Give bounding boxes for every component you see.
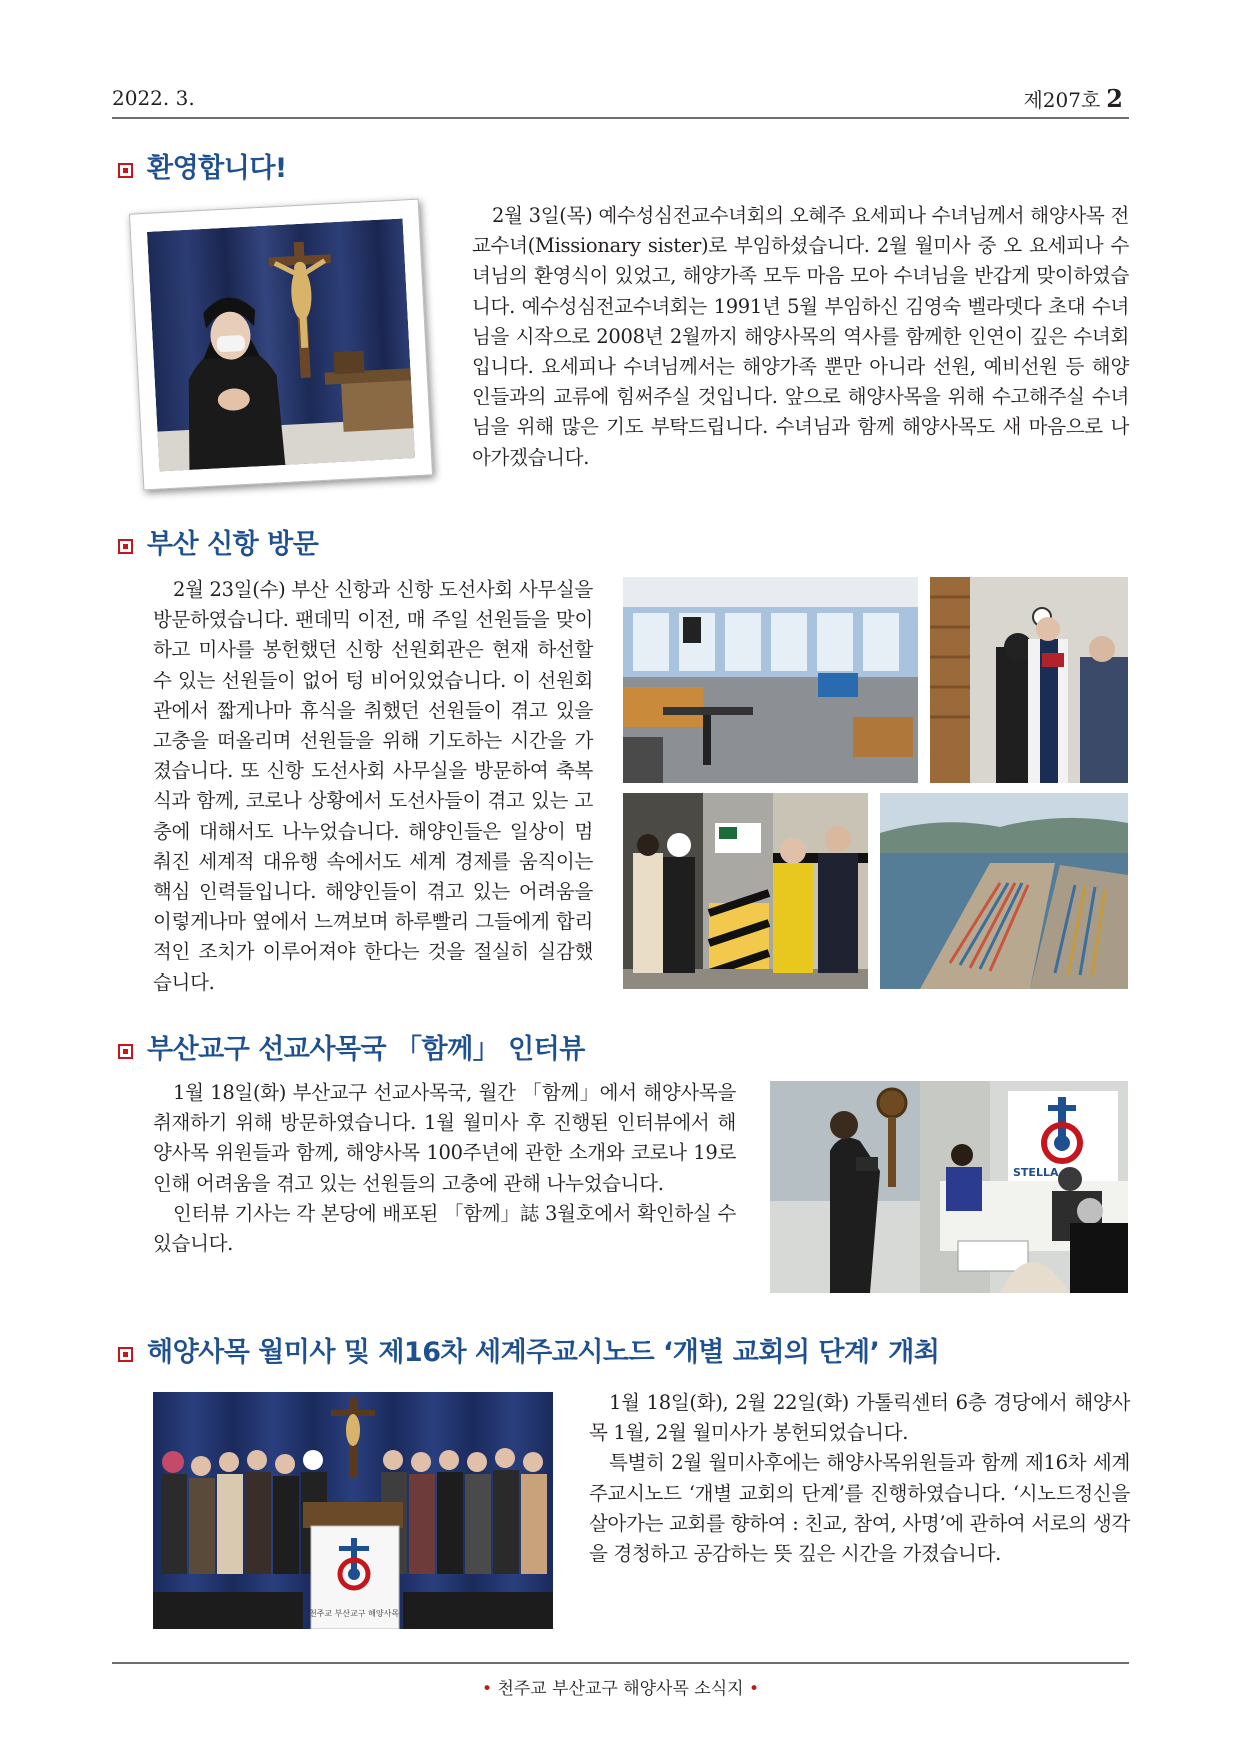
issue-date: 2022. 3. (112, 86, 195, 110)
section-title-busan-newport (118, 522, 318, 561)
flag-text: STELLA (1013, 1166, 1059, 1179)
footer-bullet-icon: • (482, 1679, 493, 1699)
monthly-mass-group-image (153, 1392, 553, 1629)
section-title-text: 부산교구 선교사목국 「함께」 인터뷰 (147, 1034, 585, 1065)
welcome-photo-frame (129, 199, 433, 491)
section-body-busan-newport (153, 575, 593, 998)
section-title-text: 해양사목 월미사 및 제16차 세계주교시노드 ‘개별 교회의 단계’ 개최 (147, 1337, 940, 1368)
section-title-monthly-mass-synod (118, 1330, 939, 1369)
section-body-monthly-mass-synod (589, 1388, 1130, 1569)
welcome-photo-image (147, 218, 415, 471)
seafarers-center-photo (623, 577, 918, 783)
blessing-ceremony-image (930, 577, 1128, 783)
footer-text: 천주교 부산교구 해양사목 소식지 (497, 1679, 744, 1699)
issue-number: 제207호 (1023, 88, 1101, 112)
blessing-ceremony-photo (930, 577, 1128, 783)
section-title-text: 환영합니다! (147, 153, 287, 184)
monthly-mass-group-photo (153, 1392, 553, 1629)
paragraph: 특별히 2월 월미사후에는 해양사목위원들과 함께 제16차 세계주교시노드 ‘개별 교회의 단계’를 진행하였습니다. ‘시노드정신을 살아가는 교회를 향하여 : 친교, 참여, 사명’에 관하여 서로의 생각을 경청하고 공감하는 뜻 깊은 시간을 가졌습니다. (589, 1451, 1130, 1566)
busan-newport-aerial-image (880, 793, 1128, 989)
paragraph: 2월 23일(수) 부산 신항과 신항 도선사회 사무실을 방문하였습니다. 팬데믹 이전, 매 주일 선원들을 맞이하고 미사를 봉헌했던 신항 선원회관은 현재 하선할 수 있는 선원들이 없어 텅 비어있었습니다. 이 선원회관에서 짧게나마 휴식을 취했던 선원들이 겪고 있을 고충을 떠올리며 선원들을 위해 기도하는 시간을 가졌습니다. 또 신항 도선사회 사무실을 방문하여 축복식과 함께, 코로나 상황에서 도선사들이 겪고 있는 고충에 대해서도 나누었습니다. 해양인들은 일상이 멈춰진 세계적 대유행 속에서도 세계 경제를 움직이는 핵심 인력들입니다. 해양인들이 겪고 있는 어려움을 이렇게나마 옆에서 느껴보며 하루빨리 그들에게 합리적인 조치가 이루어져야 한다는 것을 절실히 실감했습니다. (153, 578, 593, 994)
banner-caption: 천주교 부산교구 해양사목 (308, 1609, 400, 1618)
section-body-interview (153, 1078, 736, 1259)
footer (0, 1674, 1241, 1699)
section-bullet-icon (118, 1347, 133, 1362)
paragraph: 1월 18일(화), 2월 22일(화) 가톨릭센터 6층 경당에서 해양사목 1월, 2월 월미사가 봉헌되었습니다. (589, 1391, 1130, 1445)
busan-newport-aerial-photo (880, 793, 1128, 989)
section-title-welcome (118, 146, 287, 185)
footer-rule (112, 1662, 1129, 1664)
pilots-office-group-image (623, 793, 868, 989)
paragraph: 1월 18일(화) 부산교구 선교사목국, 월간 「함께」에서 해양사목을 취재하기 위해 방문하였습니다. 1월 월미사 후 진행된 인터뷰에서 해양사목 위원들과 함께, 해양사목 100주년에 관한 소개와 코로나 19로 인해 어려움을 겪고 있는 선원들의 고충에 관해 나누었습니다. (153, 1081, 736, 1195)
footer-bullet-icon: • (748, 1679, 759, 1699)
interview-image (770, 1081, 1128, 1293)
section-title-text: 부산 신항 방문 (147, 529, 319, 560)
interview-photo (770, 1081, 1128, 1293)
seafarers-center-image (623, 577, 918, 783)
section-title-interview (118, 1027, 585, 1066)
section-bullet-icon (118, 163, 133, 178)
section-bullet-icon (118, 539, 133, 554)
section-body-welcome (472, 201, 1129, 473)
header-rule (112, 117, 1129, 119)
paragraph: 인터뷰 기사는 각 본당에 배포된 「함께」誌 3월호에서 확인하실 수 있습니다. (153, 1201, 736, 1256)
issue-info (1023, 84, 1123, 113)
pilots-office-group-photo (623, 793, 868, 989)
paragraph: 2월 3일(목) 예수성심전교수녀회의 오혜주 요세피나 수녀님께서 해양사목 전교수녀(Missionary sister)로 부임하셨습니다. 2월 월미사 중 오 요세피나 수녀님의 환영식이 있었고, 해양가족 모두 마음 모아 수녀님을 반갑게 맞이하였습니다. 예수성심전교수녀회는 1991년 5월 부임하신 김영숙 벨라뎃다 초대 수녀님을 시작으로 2008년 2월까지 해양사목의 역사를 함께한 인연이 깊은 수녀회입니다. 요세피나 수녀님께서는 해양가족 뿐만 아니라 선원, 예비선원 등 해양인들과의 교류에 힘써주실 것입니다. 앞으로 해양사목을 위해 수고해주실 수녀님을 위해 많은 기도 부탁드립니다. 수녀님과 함께 해양사목도 새 마음으로 나아가겠습니다. (472, 204, 1129, 469)
welcome-photo (147, 218, 415, 471)
page-number: 2 (1106, 84, 1123, 113)
section-bullet-icon (118, 1044, 133, 1059)
